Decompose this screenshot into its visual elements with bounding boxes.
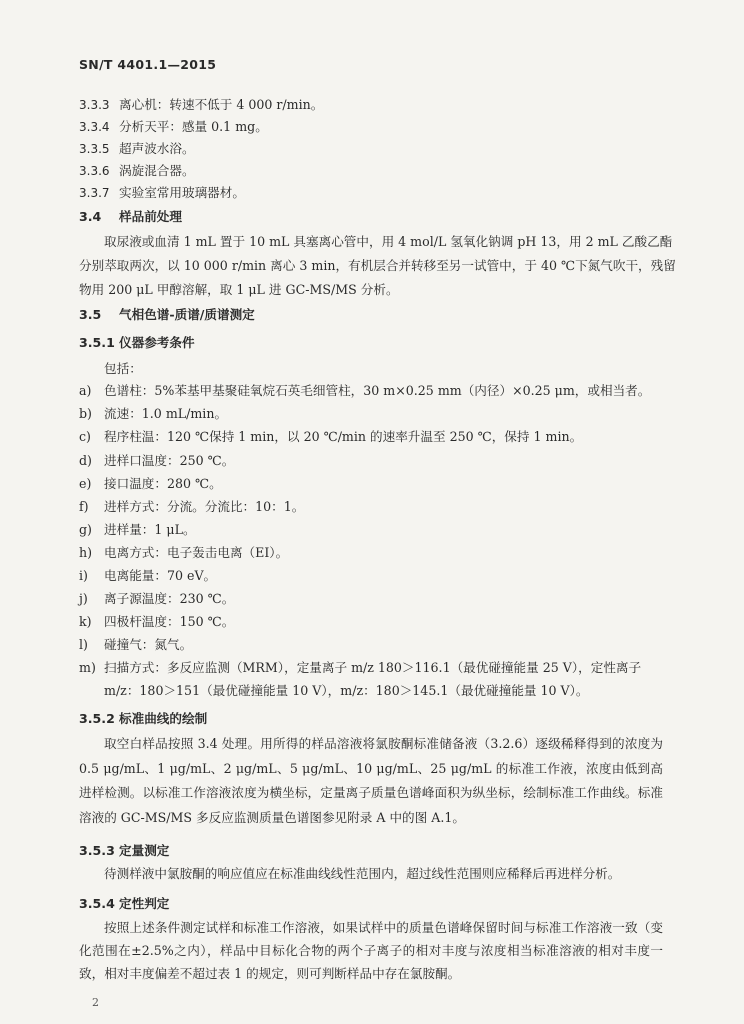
clause-text: 涡旋混合器。 xyxy=(119,163,195,178)
list-item xyxy=(79,565,669,584)
clause-text: 离心机：转速不低于 4 000 r/min。 xyxy=(119,97,324,112)
list-item-continuation: m/z：180＞151（最优碰撞能量 10 V），m/z：180＞145.1（最优碰撞能量 10 V）。 xyxy=(104,683,589,698)
clause-number: 3.3.4 xyxy=(79,120,110,134)
paragraph-line: 取尿液或血清 1 mL 置于 10 mL 具塞离心管中，用 4 mol/L 氢氧化钠调 pH 13，用 2 mL 乙酸乙酯 xyxy=(104,234,673,249)
clause-text: 分析天平：感量 0.1 mg。 xyxy=(119,119,268,134)
equip-item xyxy=(79,116,268,135)
list-item xyxy=(79,588,669,607)
section-title: 气相色谱-质谱/质谱测定 xyxy=(119,307,255,322)
equip-item xyxy=(79,160,195,179)
list-item xyxy=(79,542,669,561)
section-heading-3-5-1 xyxy=(79,332,195,351)
section-title: 样品前处理 xyxy=(119,209,182,224)
paragraph-line: 物用 200 μL 甲醇溶解，取 1 μL 进 GC-MS/MS 分析。 xyxy=(79,282,399,297)
section-number: 3.5 xyxy=(79,307,102,322)
list-item xyxy=(79,380,669,399)
clause-number: 3.3.5 xyxy=(79,142,110,156)
list-label: e) xyxy=(79,476,92,491)
clause-number: 3.3.7 xyxy=(79,186,110,200)
section-title: 定性判定 xyxy=(119,896,170,911)
list-text: 程序柱温：120 ℃保持 1 min，以 20 ℃/min 的速率升温至 250 ℃，保持 1 min。 xyxy=(104,429,583,444)
list-text: 流速：1.0 mL/min。 xyxy=(104,406,228,421)
clause-number: 3.3.6 xyxy=(79,164,110,178)
section-heading-3-5-3 xyxy=(79,840,169,859)
equip-item xyxy=(79,182,245,201)
list-label: d) xyxy=(79,453,92,468)
section-number: 3.4 xyxy=(79,209,102,224)
list-item xyxy=(79,473,669,492)
list-text: 进样方式：分流。分流比：10：1。 xyxy=(104,499,305,514)
section-heading-3-5-4 xyxy=(79,893,169,912)
list-label: a) xyxy=(79,383,92,398)
paragraph: 待测样液中氯胺酮的响应值应在标准曲线线性范围内，超过线性范围则应稀释后再进样分析。 xyxy=(104,866,621,881)
section-heading-3-4 xyxy=(79,206,182,225)
page-number: 2 xyxy=(92,996,99,1009)
list-text: 进样量：1 μL。 xyxy=(104,522,196,537)
list-item xyxy=(79,426,669,445)
paragraph: 取空白样品按照 3.4 处理。用所得的样品溶液将氯胺酮标准储备液（3.2.6）逐级稀释得到的浓度为 0.5 μg/mL、1 μg/mL、2 μg/mL、5 μg/mL、10 μg/mL、25 μg/mL 的标准工作液，浓度由低到高进样检测。以标准工作溶液浓度为横坐标，定量离子质量色谱峰面积为纵坐标，绘制标准工作曲线。标准溶液的 GC-MS/MS 多反应监测质量色谱图参见附录 A 中的图 A.1。 xyxy=(79,736,663,825)
list-label: b) xyxy=(79,406,92,421)
list-label: m) xyxy=(79,660,96,675)
list-label: l) xyxy=(79,637,88,652)
list-text: 电离方式：电子轰击电离（EI）。 xyxy=(104,545,289,560)
list-item xyxy=(79,450,669,469)
section-title: 标准曲线的绘制 xyxy=(119,711,208,726)
section-number: 3.5.2 xyxy=(79,711,115,726)
clause-text: 超声波水浴。 xyxy=(119,141,195,156)
list-text: 电离能量：70 eV。 xyxy=(104,568,217,583)
section-heading-3-5-2 xyxy=(79,708,207,727)
list-label: i) xyxy=(79,568,88,583)
list-item xyxy=(79,657,669,676)
list-text: 四极杆温度：150 ℃。 xyxy=(104,614,235,629)
list-text: 碰撞气：氮气。 xyxy=(104,637,193,652)
list-item xyxy=(79,634,669,653)
equip-item xyxy=(79,94,323,113)
paragraph: 按照上述条件测定试样和标准工作溶液，如果试样中的质量色谱峰保留时间与标准工作溶液一致（变化范围在±2.5%之内），样品中目标化合物的两个子离子的相对丰度与浓度相当标准溶液的相对丰度一致，相对丰度偏差不超过表 1 的规定，则可判断样品中存在氯胺酮。 xyxy=(79,920,663,981)
list-text: 扫描方式：多反应监测（MRM），定量离子 m/z 180＞116.1（最优碰撞能量 25 V），定性离子 xyxy=(104,660,642,675)
list-label: f) xyxy=(79,499,89,514)
clause-number: 3.3.3 xyxy=(79,98,110,112)
section-title: 仪器参考条件 xyxy=(119,335,195,350)
clause-text: 实验室常用玻璃器材。 xyxy=(119,185,245,200)
list-label: k) xyxy=(79,614,92,629)
list-label: j) xyxy=(79,591,88,606)
list-label: c) xyxy=(79,429,91,444)
section-number: 3.5.1 xyxy=(79,335,115,350)
standard-code-header: SN/T 4401.1—2015 xyxy=(79,57,217,72)
list-label: g) xyxy=(79,522,92,537)
list-text: 接口温度：280 ℃。 xyxy=(104,476,222,491)
list-item xyxy=(79,496,669,515)
list-text: 色谱柱：5%苯基甲基聚硅氧烷石英毛细管柱，30 m×0.25 mm（内径）×0.25 μm，或相当者。 xyxy=(104,383,651,398)
list-item xyxy=(79,611,669,630)
equip-item xyxy=(79,138,195,157)
section-title: 定量测定 xyxy=(119,843,170,858)
list-text: 离子源温度：230 ℃。 xyxy=(104,591,235,606)
paragraph-line: 分别萃取两次，以 10 000 r/min 离心 3 min，有机层合并转移至另一试管中，于 40 ℃下氮气吹干，残留 xyxy=(79,258,676,273)
section-heading-3-5 xyxy=(79,304,255,323)
list-intro: 包括： xyxy=(104,361,142,376)
list-item xyxy=(79,519,669,538)
section-number: 3.5.4 xyxy=(79,896,115,911)
list-item xyxy=(79,403,669,422)
list-label: h) xyxy=(79,545,93,560)
list-text: 进样口温度：250 ℃。 xyxy=(104,453,235,468)
section-number: 3.5.3 xyxy=(79,843,115,858)
